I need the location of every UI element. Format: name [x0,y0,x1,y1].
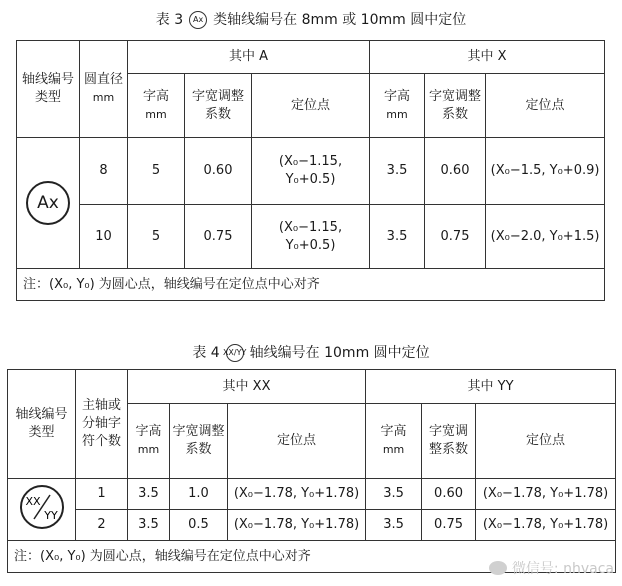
axis-badge-xx-yy [18,483,66,531]
table3-head-a-position: 定位点 [252,74,370,138]
table3-x-width: 0.75 [425,205,486,269]
table3-x-height: 3.5 [370,138,425,205]
table3-head-x-position: 定位点 [486,74,605,138]
table4-head-yy-width: 字宽调整系数 [422,404,476,479]
table-row [17,138,605,205]
table3-head-a-height: 字高 mm [128,74,185,138]
table4-head-xx-height: 字高 mm [128,404,170,479]
table3-x-width: 0.60 [425,138,486,205]
table3-caption-prefix: 表 3 [155,12,184,28]
table4-xx-width: 0.5 [170,510,228,541]
table4-caption [0,344,622,362]
table4-head-count: 主轴或分轴字符个数 [76,370,128,479]
table4-yy-width: 0.60 [422,479,476,510]
table3-x-position: (X₀−1.5, Y₀+0.9) [486,138,605,205]
table3-a-position: (X₀−1.15, Y₀+0.5) [252,205,370,269]
table3-head-a-width: 字宽调整系数 [185,74,252,138]
table4-yy-height: 3.5 [366,510,422,541]
wechat-icon [489,561,507,575]
watermark [489,558,614,578]
table3-head-x-height: 字高 mm [370,74,425,138]
table4-caption-suffix: 轴线编号在 10mm 圆中定位 [249,345,430,361]
table4-head-yy-height: 字高 mm [366,404,422,479]
table3-badge-cell [17,138,80,269]
table4-head-type: 轴线编号类型 [8,370,76,479]
table4-badge-cell [8,479,76,541]
table3-a-position: (X₀−1.15, Y₀+0.5) [252,138,370,205]
table3-caption-suffix: 类轴线编号在 8mm 或 10mm 圆中定位 [213,12,467,28]
table4-head-xx-position: 定位点 [228,404,366,479]
table4-yy-height: 3.5 [366,479,422,510]
table3-head-type: 轴线编号类型 [17,41,80,138]
table3-a-height: 5 [128,205,185,269]
badge-top-text: XX [24,494,41,508]
table3-head-x-width: 字宽调整系数 [425,74,486,138]
table4-xx-height: 3.5 [128,479,170,510]
table4-caption-prefix: 表 4 [192,345,220,361]
table3-note: 注：(X₀, Y₀) 为圆心点，轴线编号在定位点中心对齐 [17,269,605,301]
table3-a-width: 0.75 [185,205,252,269]
table4-count: 1 [76,479,128,510]
table4-xx-height: 3.5 [128,510,170,541]
table3-a-height: 5 [128,138,185,205]
table-row [8,479,616,510]
table4-yy-position: (X₀−1.78, Y₀+1.78) [476,510,616,541]
badge-bottom-text: YY [43,508,58,522]
table3-diameter: 8 [80,138,128,205]
table4-yy-position: (X₀−1.78, Y₀+1.78) [476,479,616,510]
table3-a-width: 0.60 [185,138,252,205]
table4 [7,369,616,573]
table4-xx-width: 1.0 [170,479,228,510]
table4-xx-position: (X₀−1.78, Y₀+1.78) [228,510,366,541]
table4-head-yy-position: 定位点 [476,404,616,479]
table3-head-diameter: 圆直径 mm [80,41,128,138]
table-row [17,205,605,269]
axis-badge-ax: Ax [26,181,70,225]
table4-count: 2 [76,510,128,541]
table3-head-group-x: 其中 X [370,41,605,74]
table3-caption [0,11,622,29]
table3-x-position: (X₀−2.0, Y₀+1.5) [486,205,605,269]
table4-head-group-yy: 其中 YY [366,370,616,404]
table4-note: 注：(X₀, Y₀) 为圆心点，轴线编号在定位点中心对齐 [8,541,616,573]
table4-head-group-xx: 其中 XX [128,370,366,404]
table3 [16,40,605,301]
table4-head-xx-width: 字宽调整系数 [170,404,228,479]
table3-head-group-a: 其中 A [128,41,370,74]
table-row [8,510,616,541]
table3-x-height: 3.5 [370,205,425,269]
table3-diameter: 10 [80,205,128,269]
table4-xx-position: (X₀−1.78, Y₀+1.78) [228,479,366,510]
table4-caption-badge: XX/YY [226,344,244,362]
table4-yy-width: 0.75 [422,510,476,541]
watermark-text: 微信号: nhvaca [511,561,614,577]
table3-caption-badge: Ax [189,11,207,29]
